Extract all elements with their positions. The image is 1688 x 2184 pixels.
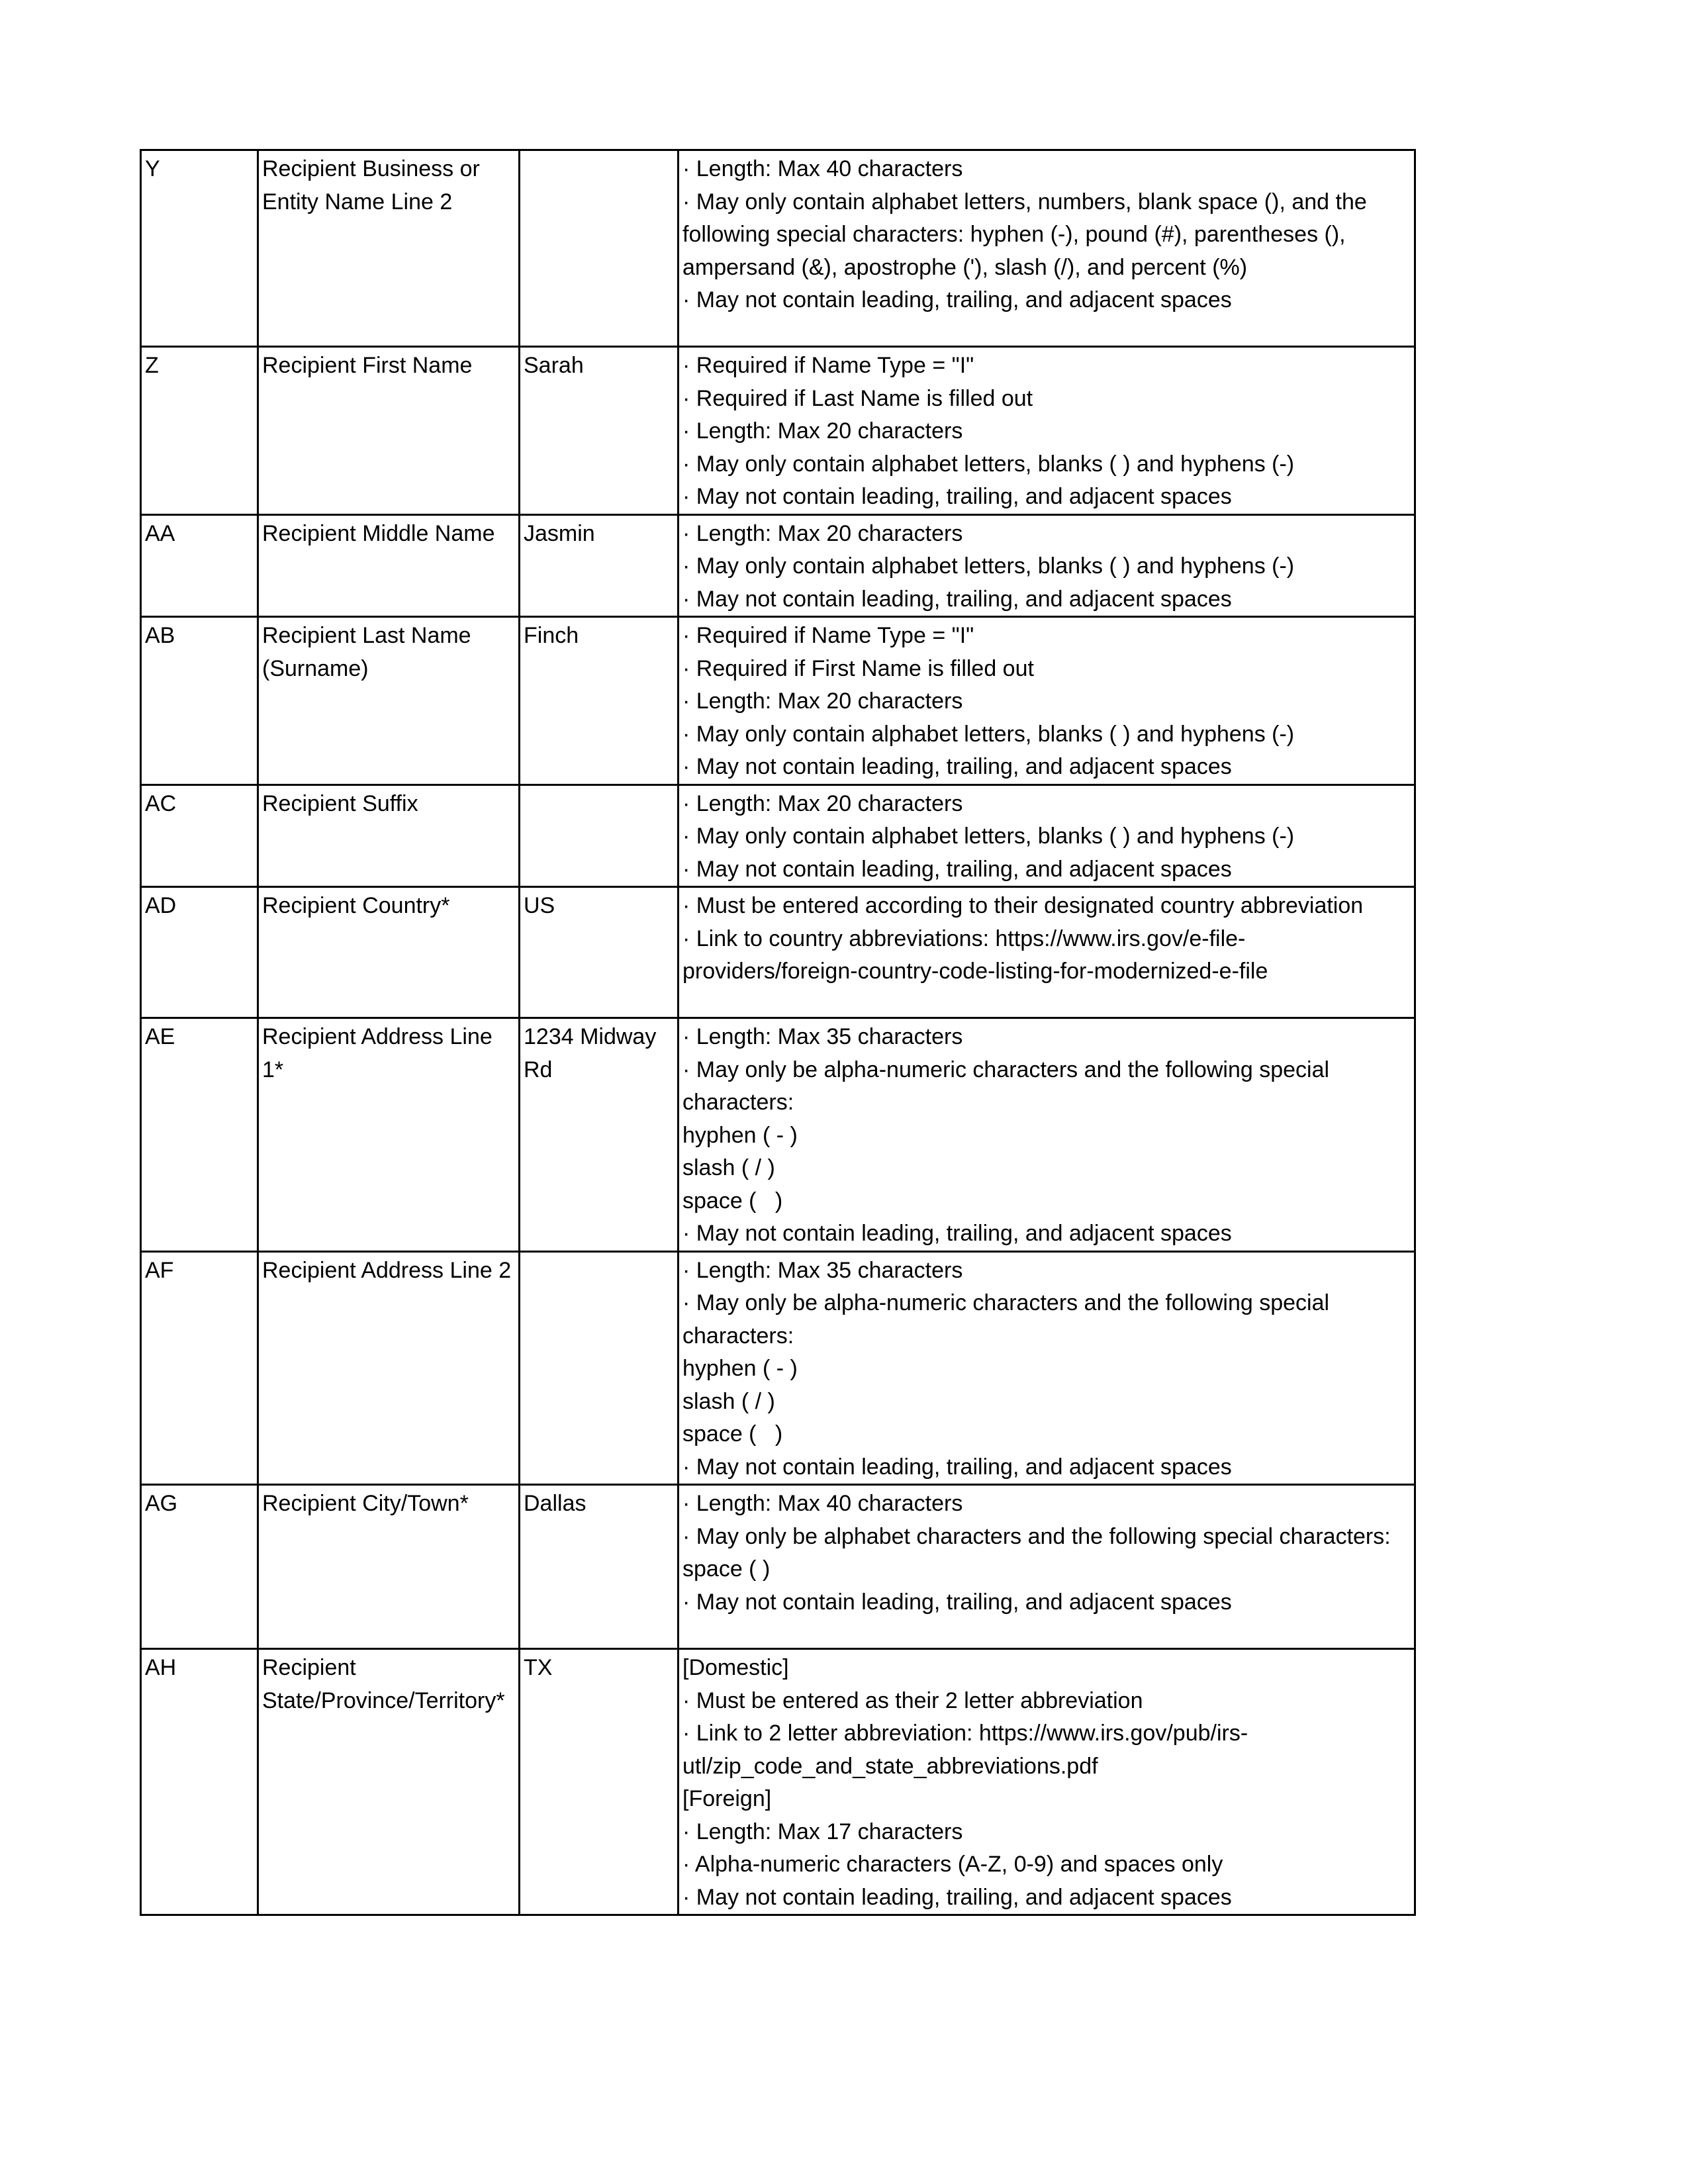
example-value-cell [520, 784, 679, 887]
rule-line: space ( ) [682, 1188, 783, 1213]
field-name-cell: Recipient Country* [258, 887, 520, 1018]
rule-line: · May not contain leading, trailing, and adjacent spaces [682, 586, 1232, 612]
rule-line: · Link to country abbreviations: https://www.irs.gov/e-file-providers/foreign-country-code-listing-for-modernized-e-file [682, 926, 1268, 984]
table-row [141, 347, 1415, 515]
column-letter-cell: AG [141, 1485, 258, 1649]
example-value-cell [520, 1251, 679, 1485]
rule-line: · May not contain leading, trailing, and adjacent spaces [682, 1454, 1232, 1480]
field-spec-table-body [141, 150, 1415, 1915]
example-value-cell: US [520, 887, 679, 1018]
rule-line: · May only contain alphabet letters, numbers, blank space (), and the following special characters: hyphen (-), pound (#), parentheses (), ampersand (&), apostrophe ('), slash (/), and percent (%) [682, 189, 1374, 280]
column-letter-cell: AC [141, 784, 258, 887]
example-value-cell: Dallas [520, 1485, 679, 1649]
rule-line: hyphen ( - ) [682, 1356, 798, 1381]
validation-rules-cell [679, 887, 1415, 1018]
example-value-cell [520, 150, 679, 347]
validation-rules-cell [679, 514, 1415, 617]
column-letter-cell: AF [141, 1251, 258, 1485]
rule-line: · Length: Max 20 characters [682, 418, 963, 444]
field-name-cell: Recipient Address Line 1* [258, 1018, 520, 1252]
validation-rules-cell [679, 347, 1415, 515]
field-name-cell: Recipient Middle Name [258, 514, 520, 617]
rule-line: · May not contain leading, trailing, and adjacent spaces [682, 484, 1232, 509]
rule-line: · Required if Last Name is filled out [682, 385, 1033, 411]
rule-line: · Must be entered according to their designated country abbreviation [682, 893, 1364, 918]
rule-line: · May only contain alphabet letters, blanks ( ) and hyphens (-) [682, 824, 1295, 849]
rule-line: · May not contain leading, trailing, and adjacent spaces [682, 287, 1232, 312]
field-name-cell: Recipient Business or Entity Name Line 2 [258, 150, 520, 347]
field-name-cell: Recipient City/Town* [258, 1485, 520, 1649]
rule-line: · May only contain alphabet letters, blanks ( ) and hyphens (-) [682, 451, 1295, 477]
table-row [141, 1018, 1415, 1252]
rule-line: · May not contain leading, trailing, and adjacent spaces [682, 754, 1232, 779]
rule-line: · Required if First Name is filled out [682, 655, 1034, 681]
column-letter-cell: AD [141, 887, 258, 1018]
column-letter-cell: Y [141, 150, 258, 347]
table-row [141, 150, 1415, 347]
validation-rules-cell [679, 1251, 1415, 1485]
rule-line: · Must be entered as their 2 letter abbreviation [682, 1687, 1143, 1713]
validation-rules-cell [679, 150, 1415, 347]
rule-line: slash ( / ) [682, 1388, 775, 1414]
rule-line: · May not contain leading, trailing, and adjacent spaces [682, 1221, 1232, 1246]
rule-line: · May only contain alphabet letters, blanks ( ) and hyphens (-) [682, 553, 1295, 579]
table-row [141, 617, 1415, 785]
rule-line: · May not contain leading, trailing, and adjacent spaces [682, 1884, 1232, 1910]
example-value-cell: Sarah [520, 347, 679, 515]
rule-line: · Length: Max 40 characters [682, 156, 963, 181]
field-name-cell: Recipient Last Name (Surname) [258, 617, 520, 785]
table-row [141, 1649, 1415, 1915]
rule-line: · Length: Max 40 characters [682, 1491, 963, 1516]
column-letter-cell: Z [141, 347, 258, 515]
example-value-cell: TX [520, 1649, 679, 1915]
validation-rules-cell [679, 784, 1415, 887]
rule-line: · Length: Max 35 characters [682, 1024, 963, 1049]
rule-line: · May not contain leading, trailing, and adjacent spaces [682, 1589, 1232, 1615]
rule-line: · Length: Max 20 characters [682, 790, 963, 816]
rule-line: · May only be alpha-numeric characters and the following special characters: [682, 1290, 1336, 1349]
field-name-cell: Recipient First Name [258, 347, 520, 515]
rule-line: · Required if Name Type = "I" [682, 623, 974, 648]
rule-line: · May only be alpha-numeric characters and the following special characters: [682, 1057, 1336, 1115]
column-letter-cell: AE [141, 1018, 258, 1252]
rule-line: · Length: Max 17 characters [682, 1819, 963, 1844]
column-letter-cell: AH [141, 1649, 258, 1915]
validation-rules-cell [679, 617, 1415, 785]
table-row [141, 1251, 1415, 1485]
rule-line: · Alpha-numeric characters (A-Z, 0-9) and spaces only [682, 1852, 1223, 1877]
rule-line: · May not contain leading, trailing, and adjacent spaces [682, 856, 1232, 882]
column-letter-cell: AA [141, 514, 258, 617]
rule-line: [Foreign] [682, 1786, 772, 1811]
example-value-cell: 1234 Midway Rd [520, 1018, 679, 1252]
rule-line: hyphen ( - ) [682, 1122, 798, 1148]
rule-line: · Length: Max 35 characters [682, 1257, 963, 1283]
field-name-cell: Recipient Suffix [258, 784, 520, 887]
validation-rules-cell [679, 1485, 1415, 1649]
field-name-cell: Recipient State/Province/Territory* [258, 1649, 520, 1915]
rule-line: · Required if Name Type = "I" [682, 353, 974, 378]
rule-line: · Link to 2 letter abbreviation: https://www.irs.gov/pub/irs-utl/zip_code_and_state_abbreviations.pdf [682, 1721, 1248, 1779]
rule-line: · May only contain alphabet letters, blanks ( ) and hyphens (-) [682, 721, 1295, 747]
rule-line: · Length: Max 20 characters [682, 520, 963, 546]
validation-rules-cell [679, 1018, 1415, 1252]
rule-line: · May only be alphabet characters and the following special characters: space ( ) [682, 1523, 1397, 1582]
table-row [141, 887, 1415, 1018]
example-value-cell: Finch [520, 617, 679, 785]
example-value-cell: Jasmin [520, 514, 679, 617]
table-row [141, 1485, 1415, 1649]
rule-line: [Domestic] [682, 1655, 789, 1680]
rule-line: slash ( / ) [682, 1155, 775, 1180]
field-name-cell: Recipient Address Line 2 [258, 1251, 520, 1485]
rule-line: space ( ) [682, 1421, 783, 1447]
validation-rules-cell [679, 1649, 1415, 1915]
field-spec-table [140, 149, 1416, 1916]
table-row [141, 514, 1415, 617]
rule-line: · Length: Max 20 characters [682, 688, 963, 714]
table-row [141, 784, 1415, 887]
column-letter-cell: AB [141, 617, 258, 785]
